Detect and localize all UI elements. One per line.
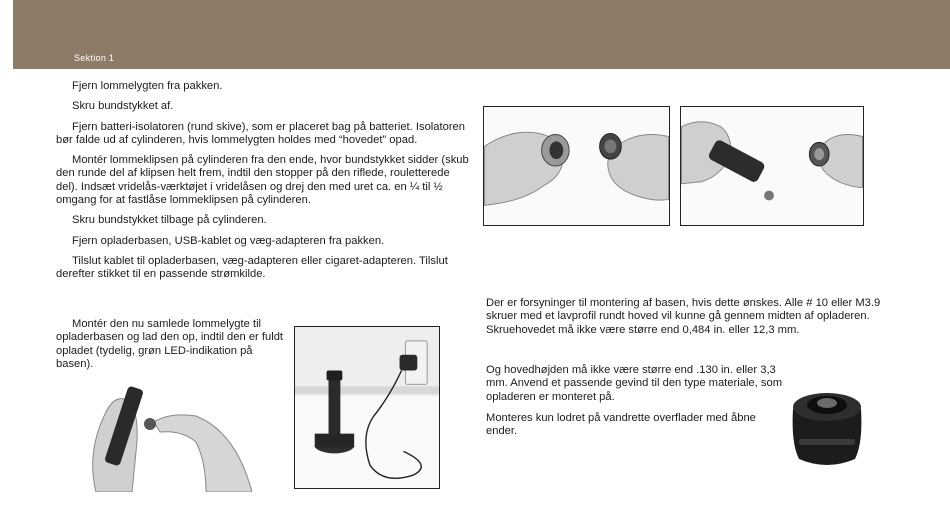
photo-charger-base [787,383,866,469]
photo-assembling-flashlight [86,372,252,492]
charging-note-text: Montér den nu samlede lommelygte til opladerbasen og lad den op, indtil den er fuldt opladet (tydelig, grøn LED-indikation på basen). [56,318,284,370]
instructions-left [56,80,472,289]
photo-charger-wall [294,326,440,489]
step-4: Montér lommeklipsen på cylinderen fra den ende, hvor bundstykket sidder (skub den runde del af klipsen helt frem, indtil den stopper på den riflede, rouletterede del). Indsæt vridelås-værktøjet i vridelåsen og drej den med uret ca. en ¼ til ½ omgang for at fastlåse lommeklipsen på cylinderen. [56,154,469,207]
step-6: Fjern opladerbasen, USB-kablet og væg-adapteren fra pakken. [72,234,385,247]
mounting-paragraph: Der er forsyninger til montering af basen, hvis dette ønskes. Alle # 10 eller M3.9 skruer med et lavprofil rundt hoved vil kunne gå gennem midten af opladeren. Skruehovedet må ikke være større end 0,484 in. eller 12,3 mm. [486,297,881,336]
step-7: Tilslut kablet til opladerbasen, væg-adapteren eller cigaret-adapteren. Tilslut derefter stikket til en passende strømkilde. [56,254,448,281]
orientation-text [486,412,786,439]
step-1: Fjern lommelygten fra pakken. [72,80,223,92]
head-height-text [486,364,786,404]
photo-remove-tailcap [483,106,670,226]
step-2: Skru bundstykket af. [72,100,174,113]
head-height-paragraph: Og hovedhøjden må ikke være større end .130 in. eller 3,3 mm. Anvend et passende gevind til den type materiale, som opladeren er monteret på. [486,364,783,403]
charging-note [56,318,288,371]
orientation-paragraph: Monteres kun lodret på vandrette overflader med åbne ender. [486,412,756,438]
step-3: Fjern batteri-isolatoren (rund skive), som er placeret bag på batteriet. Isolatoren bør falde ud af cylinderen, hvis lommelygten holdes med “hovedet” opad. [56,120,465,146]
section-label: Sektion 1 [74,53,115,63]
photo-battery-isolator [680,106,864,226]
step-5: Skru bundstykket tilbage på cylinderen. [72,214,267,227]
mounting-text [486,297,896,337]
header-band [13,0,950,69]
